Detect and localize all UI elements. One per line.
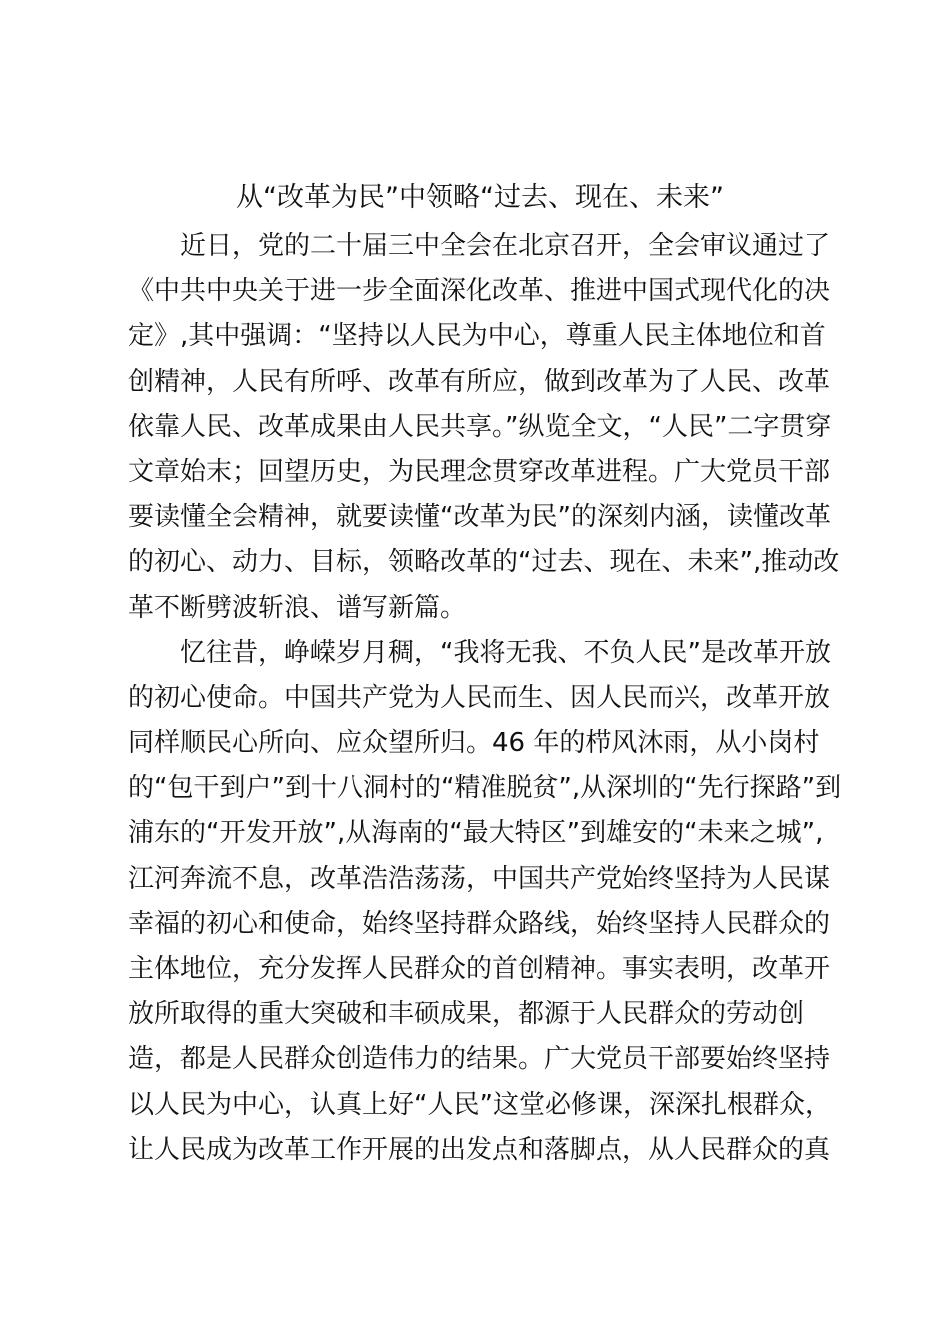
body-text-line: 忆往昔，峥嵘岁月稠，“我将无我、不负人民”是改革开放	[180, 637, 831, 668]
body-text-line: 创精神，人民有所呼、改革有所应，做到改革为了人民、改革	[128, 366, 831, 397]
body-text-line: 定》,其中强调：“坚持以人民为中心，尊重人民主体地位和首	[128, 321, 826, 352]
body-text-line: 的初心、动力、目标，领略改革的“过去、现在、未来”,推动改	[128, 547, 840, 578]
body-text-line: 革不断劈波斩浪、谱写新篇。	[128, 592, 467, 623]
body-text-line: 《中共中央关于进一步全面深化改革、推进中国式现代化的决	[128, 276, 831, 307]
body-text-line: 主体地位，充分发挥人民群众的首创精神。事实表明，改革开	[128, 954, 831, 984]
body-text-line: 放所取得的重大突破和丰硕成果，都源于人民群众的劳动创	[128, 999, 805, 1030]
body-text-line: 幸福的初心和使命，始终坚持群众路线，始终坚持人民群众的	[128, 908, 831, 939]
body-text-line: 以人民为中心，认真上好“人民”这堂必修课，深深扎根群众，	[128, 1089, 831, 1120]
body-text-line: 要读懂全会精神，就要读懂“改革为民”的深刻内涵，读懂改革	[128, 502, 831, 533]
body-text-line: 江河奔流不息，改革浩浩荡荡，中国共产党始终坚持为人民谋	[128, 863, 831, 894]
document-title: 从“改革为民”中领略“过去、现在、未来”	[236, 182, 724, 213]
body-text-line: 近日，党的二十届三中全会在北京召开，全会审议通过了	[180, 231, 831, 261]
body-text-line: 同样顺民心所向、应众望所归。46 年的栉风沐雨，从小岗村	[128, 728, 820, 759]
body-text-line: 浦东的“开发开放”,从海南的“最大特区”到雄安的“未来之城”,	[128, 818, 824, 849]
document-body	[128, 224, 842, 1173]
body-text-line: 文章始末；回望历史，为民理念贯穿改革进程。广大党员干部	[128, 456, 831, 487]
body-text-line: 的初心使命。中国共产党为人民而生、因人民而兴，改革开放	[128, 682, 831, 713]
body-text-line: 依靠人民、改革成果由人民共享。”纵览全文，“人民”二字贯穿	[128, 411, 832, 442]
body-text-line: 让人民成为改革工作开展的出发点和落脚点，从人民群众的真	[128, 1134, 831, 1165]
body-text-line: 的“包干到户”到十八洞村的“精准脱贫”,从深圳的“先行探路”到	[128, 773, 842, 804]
body-text-line: 造，都是人民群众创造伟力的结果。广大党员干部要始终坚持	[128, 1044, 831, 1075]
